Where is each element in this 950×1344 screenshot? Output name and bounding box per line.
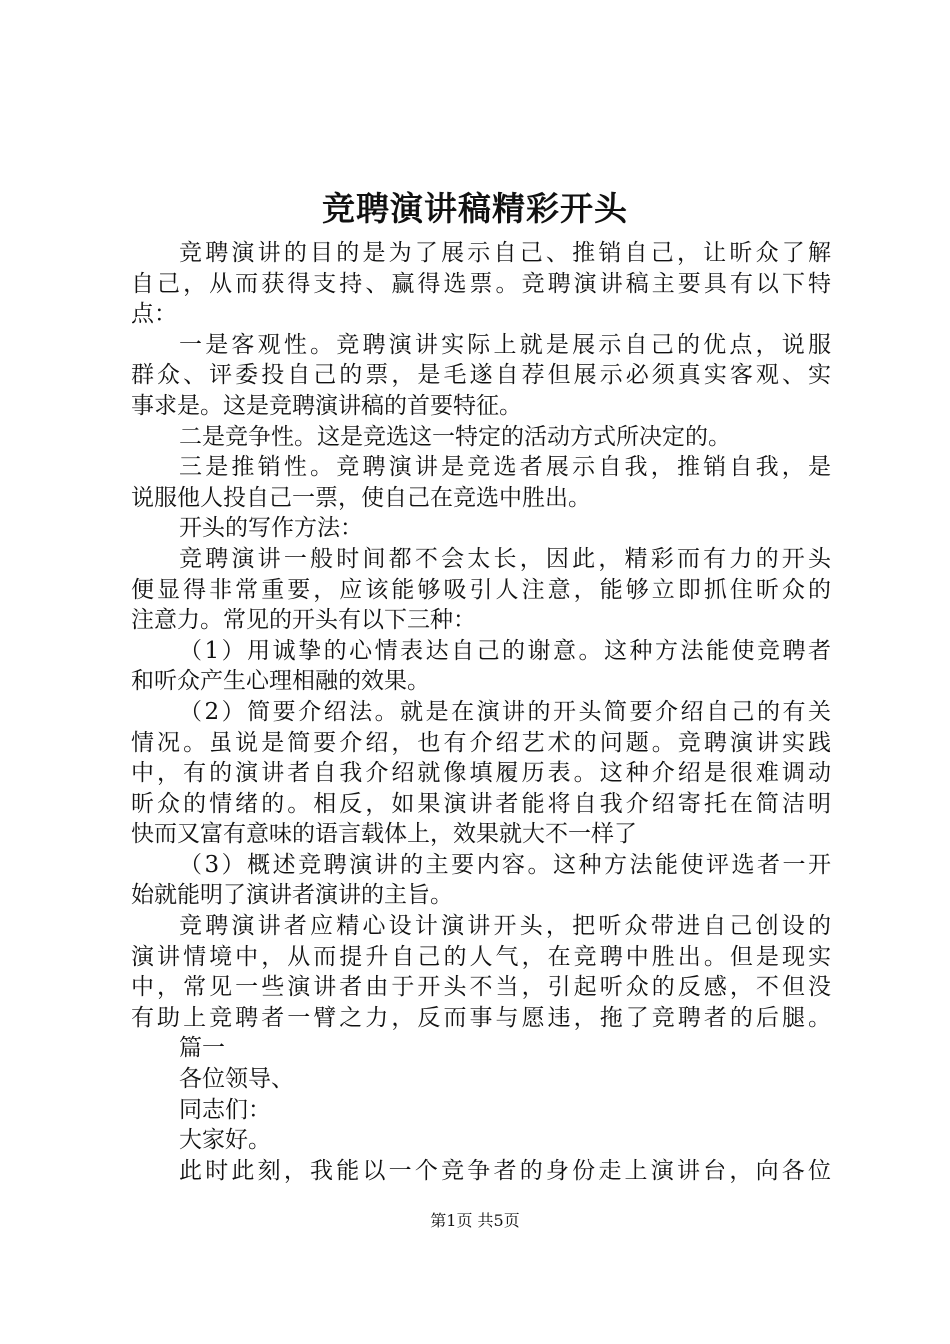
text-line: （1）用诚挚的心情表达自己的谢意。这种方法能使竞聘者: [179, 637, 831, 664]
text-line: 点：: [131, 301, 177, 328]
page-footer: 第1页 共5页: [430, 1211, 520, 1230]
text-line: （2）简要介绍法。就是在演讲的开头简要介绍自己的有关: [179, 698, 831, 725]
text-line: 中，常见一些演讲者由于开头不当，引起听众的反感，不但没: [131, 974, 831, 1001]
text-line: 情况。虽说是简要介绍，也有介绍艺术的问题。竞聘演讲实践: [131, 729, 831, 756]
text-line: 同志们：: [179, 1096, 271, 1123]
text-line: 一是客观性。竞聘演讲实际上就是展示自己的优点，说服: [179, 331, 831, 358]
text-line: （3）概述竞聘演讲的主要内容。这种方法能使评选者一开: [179, 851, 831, 878]
text-line: 快而又富有意味的语言载体上，效果就大不一样了: [131, 821, 637, 848]
text-line: 各位领导、: [179, 1066, 294, 1093]
text-line: 此时此刻，我能以一个竞争者的身份走上演讲台，向各位: [179, 1157, 831, 1184]
text-line: 注意力。常见的开头有以下三种：: [131, 607, 476, 634]
text-line: 二是竞争性。这是竞选这一特定的活动方式所决定的。: [179, 423, 731, 450]
text-line: 有助上竞聘者一臂之力，反而事与愿违，拖了竞聘者的后腿。: [131, 1004, 831, 1031]
text-line: 竞聘演讲的目的是为了展示自己、推销自己，让昕众了解: [179, 240, 831, 266]
text-line: 昕众的情绪的。相反，如果演讲者能将自我介绍寄托在简洁明: [131, 790, 831, 817]
text-line: 竞聘演讲者应精心设计演讲开头，把听众带进自己创设的: [179, 913, 831, 940]
text-line: 自己，从而获得支持、赢得选票。竞聘演讲稿主要具有以下特: [131, 270, 831, 297]
text-line: 中，有的演讲者自我介绍就像填履历表。这种介绍是很难调动: [131, 760, 831, 787]
text-line: 三是推销性。竞聘演讲是竞选者展示自我，推销自我，是: [179, 454, 831, 481]
text-line: 竞聘演讲一般时间都不会太长，因此，精彩而有力的开头: [179, 545, 831, 572]
text-line: 篇一: [179, 1035, 225, 1062]
text-line: 事求是。这是竞聘演讲稿的首要特征。: [131, 392, 522, 419]
document-title: 竞聘演讲稿精彩开头: [322, 189, 628, 228]
text-line: 群众、评委投自己的票，是毛遂自荐但展示必须真实客观、实: [131, 362, 831, 389]
text-line: 便显得非常重要，应该能够吸引人注意，能够立即抓住昕众的: [131, 576, 831, 603]
document-body: [131, 238, 831, 1186]
text-line: 演讲情境中，从而提升自己的人气，在竞聘中胜出。但是现实: [131, 943, 831, 970]
text-line: 大家好。: [179, 1127, 271, 1154]
text-line: 说服他人投自己一票，使自己在竞选中胜出。: [131, 484, 591, 511]
text-line: 始就能明了演讲者演讲的主旨。: [131, 882, 453, 909]
text-line: 开头的写作方法：: [179, 515, 363, 542]
text-line: 和听众产生心理相融的效果。: [131, 668, 430, 695]
